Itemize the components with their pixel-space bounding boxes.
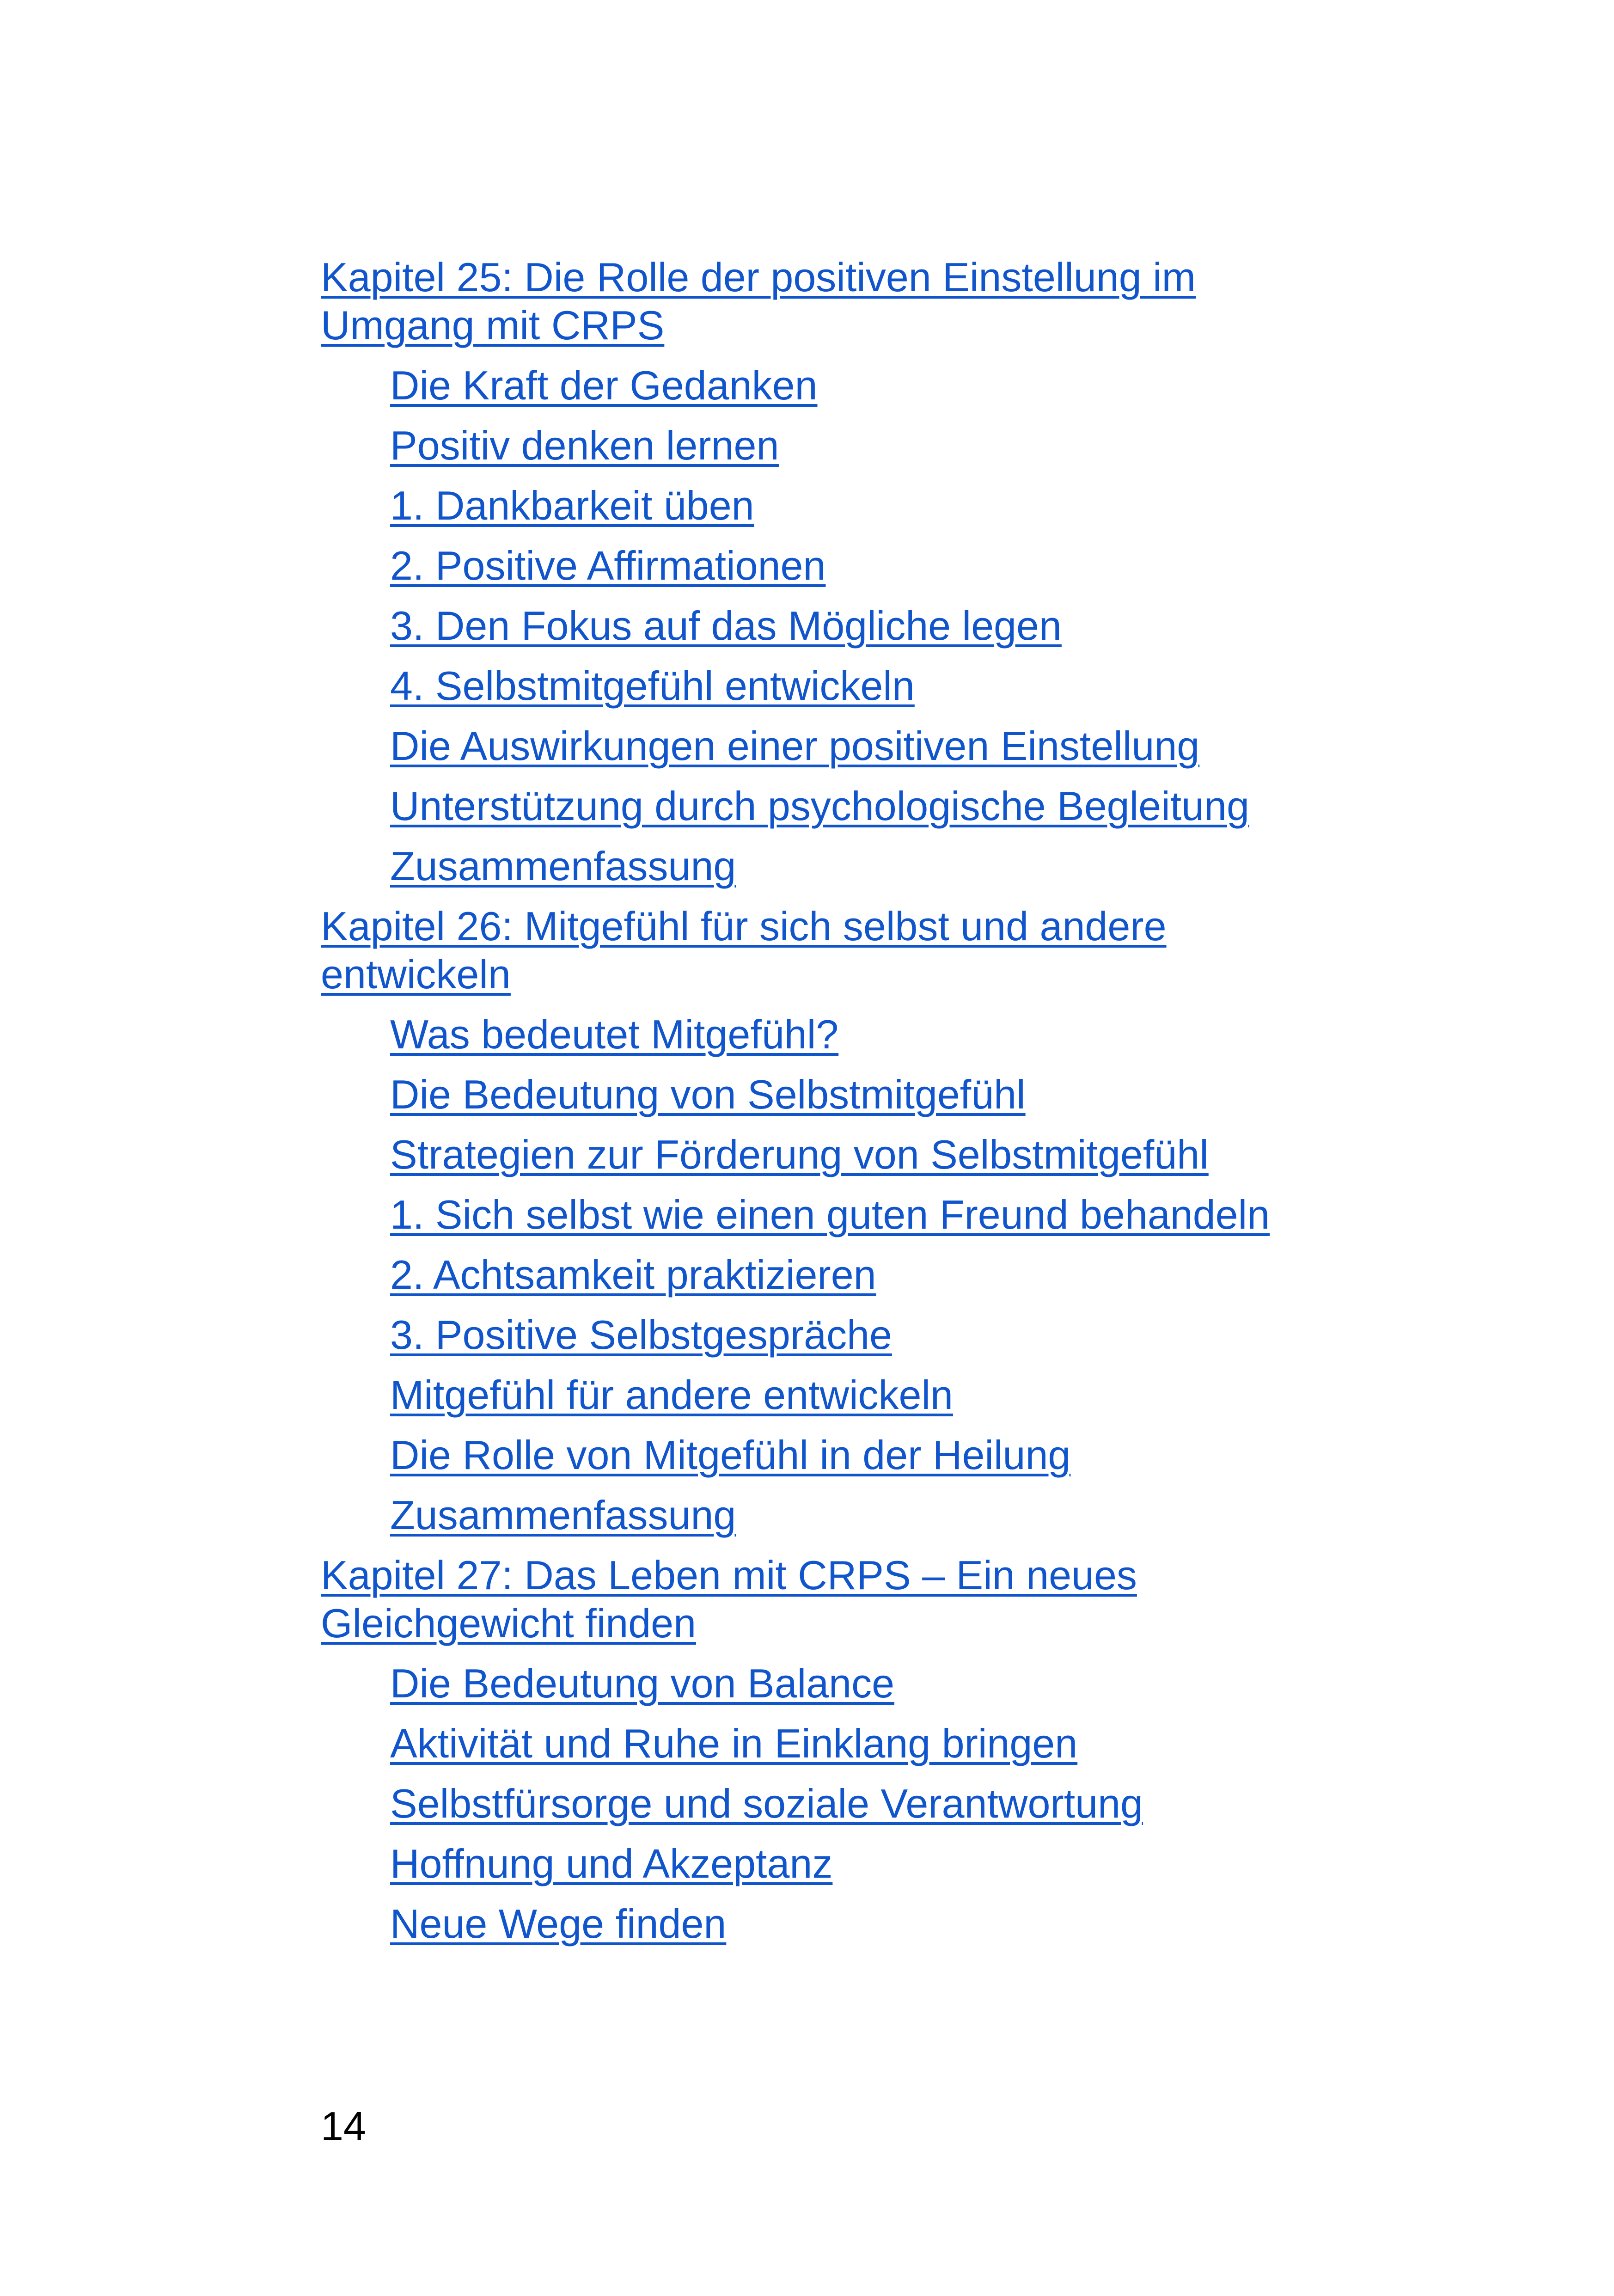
toc-section[interactable]: 3. Positive Selbstgespräche <box>390 1312 892 1358</box>
toc-chapter-26[interactable]: Kapitel 26: Mitgefühl für sich selbst und andere entwickeln <box>321 903 1167 997</box>
toc-section[interactable]: Unterstützung durch psychologische Begleitung <box>390 783 1249 829</box>
toc-section[interactable]: Positiv denken lernen <box>390 422 779 468</box>
toc-section[interactable]: Die Bedeutung von Selbstmitgefühl <box>390 1071 1026 1117</box>
toc-section[interactable]: 2. Positive Affirmationen <box>390 543 826 588</box>
toc-section[interactable]: Hoffnung und Akzeptanz <box>390 1841 833 1886</box>
toc-chapter-27[interactable]: Kapitel 27: Das Leben mit CRPS – Ein neues Gleichgewicht finden <box>321 1552 1137 1646</box>
toc-section[interactable]: Die Kraft der Gedanken <box>390 362 818 408</box>
toc-section[interactable]: Zusammenfassung <box>390 1492 736 1538</box>
table-of-contents <box>321 253 1319 1960</box>
page-number: 14 <box>321 2103 366 2149</box>
toc-section[interactable]: 1. Dankbarkeit üben <box>390 483 754 528</box>
toc-section[interactable]: Strategien zur Förderung von Selbstmitgefühl <box>390 1132 1209 1177</box>
toc-section[interactable]: Die Rolle von Mitgefühl in der Heilung <box>390 1432 1071 1478</box>
toc-section[interactable]: Zusammenfassung <box>390 843 736 889</box>
toc-chapter-25[interactable]: Kapitel 25: Die Rolle der positiven Einstellung im Umgang mit CRPS <box>321 254 1196 348</box>
toc-section[interactable]: Die Auswirkungen einer positiven Einstellung <box>390 723 1200 769</box>
toc-section[interactable]: Selbstfürsorge und soziale Verantwortung <box>390 1781 1143 1826</box>
toc-section[interactable]: Aktivität und Ruhe in Einklang bringen <box>390 1720 1078 1766</box>
toc-section[interactable]: 1. Sich selbst wie einen guten Freund behandeln <box>390 1192 1270 1237</box>
toc-section[interactable]: Was bedeutet Mitgefühl? <box>390 1011 839 1057</box>
toc-section[interactable]: 4. Selbstmitgefühl entwickeln <box>390 663 915 709</box>
toc-section[interactable]: 2. Achtsamkeit praktizieren <box>390 1252 876 1298</box>
toc-section[interactable]: 3. Den Fokus auf das Mögliche legen <box>390 603 1062 649</box>
toc-section[interactable]: Mitgefühl für andere entwickeln <box>390 1372 953 1418</box>
toc-section[interactable]: Neue Wege finden <box>390 1901 727 1947</box>
toc-section[interactable]: Die Bedeutung von Balance <box>390 1660 895 1706</box>
